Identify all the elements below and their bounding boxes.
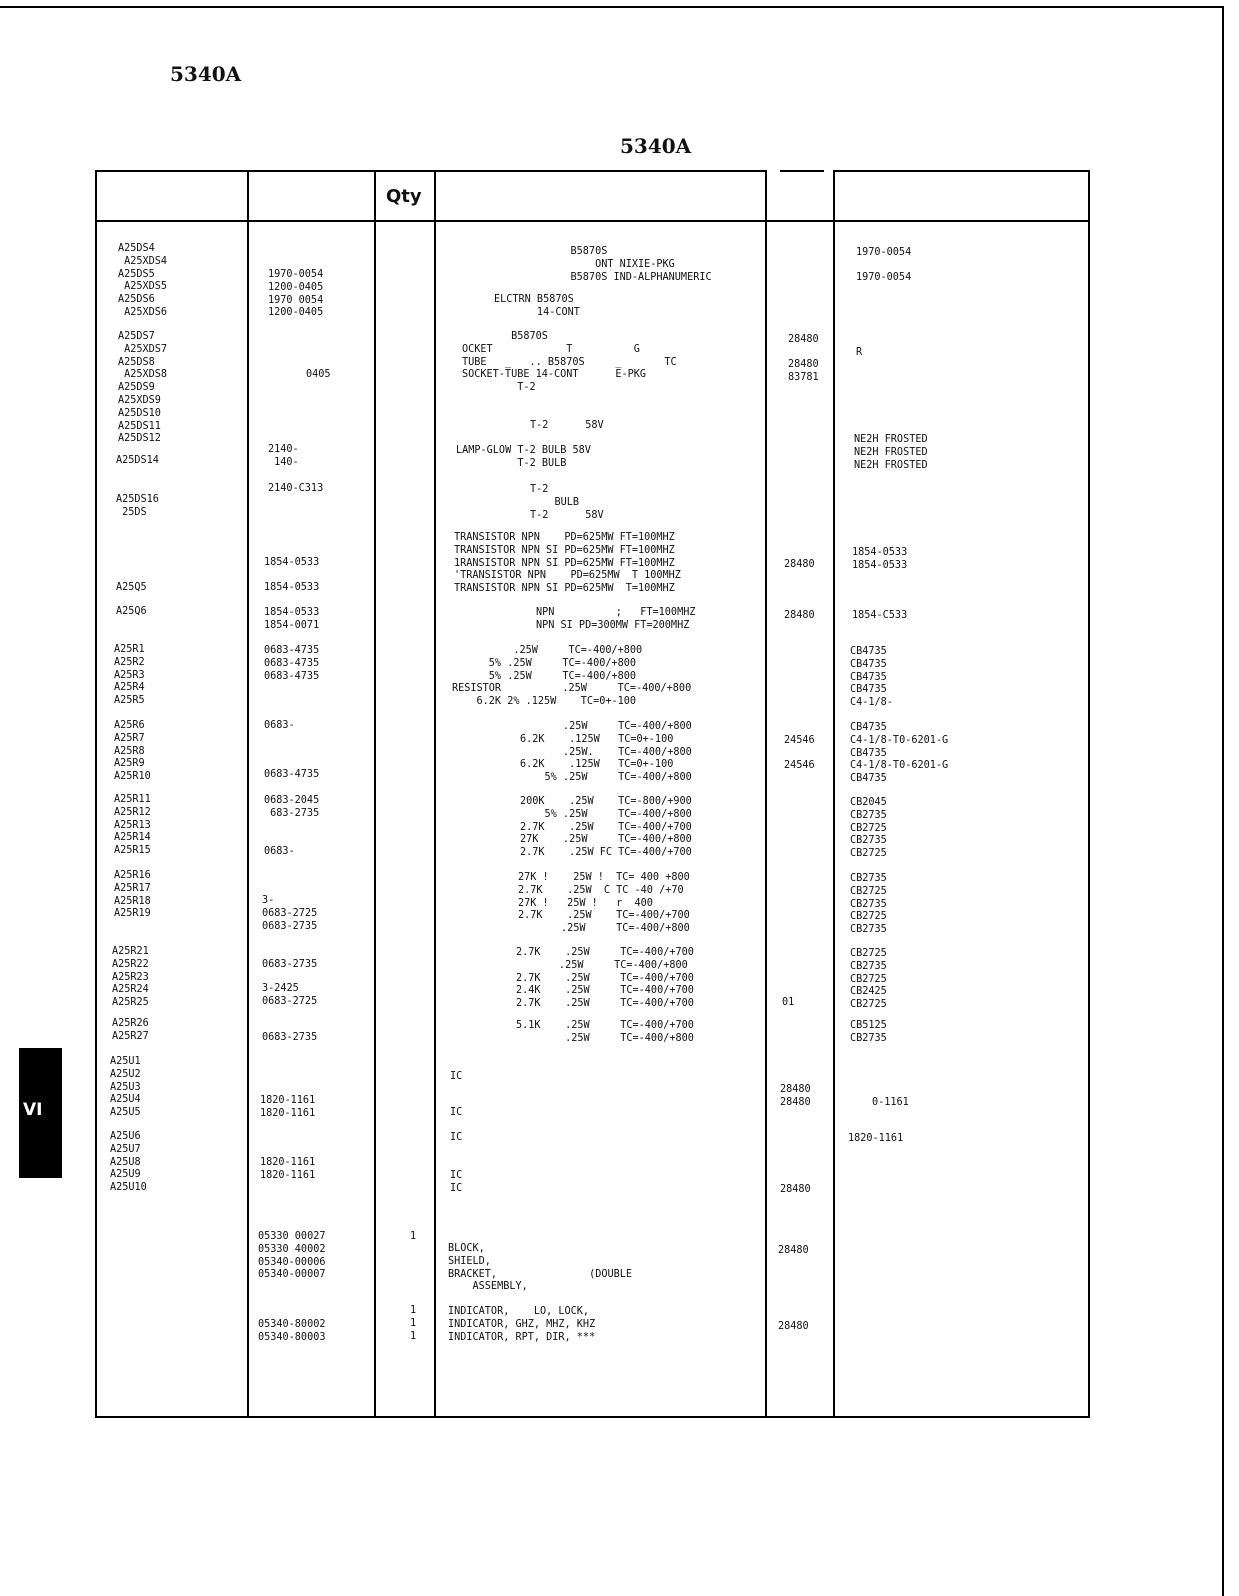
part-number-group: 0683-2735: [262, 1032, 318, 1043]
table-bottom-rule: [96, 1416, 1090, 1418]
ref-group: A25DS16 25DS: [116, 494, 159, 518]
ref-group: A25R16 A25R17 A25R18 A25R19: [114, 870, 151, 920]
description-group: BLOCK, SHIELD, BRACKET, (DOUBLE ASSEMBLY,: [448, 1243, 633, 1293]
mfr-code: 28480: [788, 334, 819, 345]
mfr-part-number: CB2735 CB2725 CB2735 CB2725 CB2735: [850, 873, 887, 936]
ref-group: A25R11 A25R12 A25R13 A25R14 A25R15: [114, 794, 151, 857]
ref-group: A25Q5: [116, 582, 147, 593]
mfr-part-number: NE2H FROSTED NE2H FROSTED NE2H FROSTED: [854, 434, 928, 471]
description-group: IC IC: [450, 1170, 463, 1194]
ref-group: A25R1 A25R2 A25R3 A25R4 A25R5: [114, 644, 145, 707]
col-divider-ref: [247, 170, 249, 1418]
qty-column-header: Qty: [386, 186, 422, 207]
part-number-group: 0683-2735: [262, 959, 318, 970]
part-number-group: 1820-1161 1820-1161: [260, 1095, 316, 1119]
mfr-code: 28480: [778, 1245, 809, 1256]
description-group: 200K .25W TC=-800/+900 5% .25W TC=-400/+800 2.7K .25W TC=-400/+700 27K .25W TC=-400/+800 2.7K .25W FC TC=-400/+700: [520, 796, 692, 859]
mfr-code: 28480: [778, 1321, 809, 1332]
description-group: .25W TC=-400/+800 6.2K .125W TC=0+-100 .25W. TC=-400/+800 6.2K .125W TC=0+-100 5% .25W TC=-400/+800: [520, 721, 692, 784]
mfr-part-number: 1820-1161: [848, 1133, 904, 1144]
description-group: .25W TC=-400/+800 5% .25W TC=-400/+800 5% .25W TC=-400/+800 RESISTOR .25W TC=-400/+800 6.2K 2% .125W TC=0+-100: [452, 645, 692, 708]
description-group: 2.7K .25W TC=-400/+700 .25W TC=-400/+800 2.7K .25W TC=-400/+700 2.4K .25W TC=-400/+700 2.7K .25W TC=-400/+700: [516, 947, 694, 1010]
description-group: ELCTRN B5870S 14-CONT: [494, 294, 580, 318]
table-top-rule-right: [834, 170, 1090, 172]
description-group: NPN ; FT=100MHZ NPN SI PD=300MW FT=200MHZ: [536, 607, 696, 631]
description-group: INDICATOR, LO, LOCK, INDICATOR, GHZ, MHZ, KHZ INDICATOR, RPT, DIR, ***: [448, 1306, 596, 1343]
mfr-code: 28480: [784, 610, 815, 621]
part-number-group: 0683-2045 683-2735: [264, 795, 320, 819]
mfr-part-number: CB4735 CB4735 CB4735 CB4735 C4-1/8-: [850, 646, 893, 709]
part-number-group: 0405: [306, 369, 331, 380]
table-right-border: [1088, 170, 1090, 1418]
qty-value: 1 1 1: [410, 1305, 417, 1342]
part-number-group: 0683-4735 0683-4735 0683-4735: [264, 645, 320, 682]
part-number-group: 0683-: [264, 720, 295, 731]
mfr-code: 24546: [784, 735, 815, 746]
part-number-group: 05340-80002 05340-80003: [258, 1319, 326, 1343]
mfr-code: 01: [782, 997, 795, 1008]
ref-group: A25R21 A25R22 A25R23 A25R24 A25R25: [112, 946, 149, 1009]
table-title-model: 5340A: [620, 134, 692, 158]
mfr-part-number: CB2045 CB2735 CB2725 CB2735 CB2725: [850, 797, 887, 860]
col-divider-qty: [434, 170, 436, 1418]
table-top-rule: [96, 170, 766, 172]
part-number-group: 05330 00027 05330 40002 05340-00006 05340-00007: [258, 1231, 326, 1281]
ref-group: A25DS14: [116, 455, 159, 466]
qty-value: 1: [410, 1231, 417, 1242]
part-number-group: 3-2425 0683-2725: [262, 983, 318, 1007]
part-number-group: 2140-C313: [268, 483, 324, 494]
ref-group: A25U6 A25U7 A25U8 A25U9 A25U10: [110, 1131, 147, 1194]
section-tab-label: VI: [23, 1100, 43, 1120]
description-group: T-2 58V: [530, 420, 604, 431]
part-number-group: 0683-4735: [264, 769, 320, 780]
part-number-group: 1970-0054 1200-0405 1970 0054 1200-0405: [268, 269, 324, 319]
ref-group: A25R26 A25R27: [112, 1018, 149, 1042]
part-number-group: 1854-0533 1854-0071: [264, 607, 320, 631]
ref-group: A25R6 A25R7 A25R8 A25R9 A25R10: [114, 720, 151, 783]
mfr-part-number: R: [856, 347, 863, 358]
mfr-part-number: 0-1161: [872, 1097, 909, 1108]
mfr-part-number: 1854-C533: [852, 610, 908, 621]
table-top-rule-short: [780, 170, 824, 172]
page-border-top: [0, 6, 1224, 8]
part-number-group: 0683-: [264, 846, 295, 857]
table-left-border: [95, 170, 97, 1418]
part-number-group: 3- 0683-2725 0683-2735: [262, 895, 318, 932]
mfr-part-number: 1970-0054: [856, 247, 912, 258]
mfr-part-number: 1970-0054: [856, 272, 912, 283]
description-group: IC: [450, 1132, 463, 1143]
description-group: B5870S OCKET T G TUBE _ .. B5870S _ TC SOCKET-TUBE 14-CONT E-PKG T-2: [462, 331, 677, 394]
description-group: B5870S ONT NIXIE-PKG B5870S IND-ALPHANUMERIC: [570, 246, 712, 283]
description-group: TRANSISTOR NPN PD=625MW FT=100MHZ TRANSISTOR NPN SI PD=625MW FT=100MHZ 1RANSISTOR NPN SI PD=625MW FT=100MHZ 'TRANSISTOR NPN PD=625MW T 100MHZ TRANSISTOR NPN SI PD=625MW T=100MHZ: [454, 532, 681, 595]
ref-group: A25U1 A25U2 A25U3 A25U4 A25U5: [110, 1056, 141, 1119]
ref-group: A25DS4 A25XDS4 A25DS5 A25XDS5 A25DS6 A25XDS6: [118, 243, 168, 318]
section-tab: [19, 1048, 62, 1178]
mfr-part-number: CB4735 C4-1/8-T0-6201-G CB4735 C4-1/8-T0-6201-G CB4735: [850, 722, 949, 785]
description-group: 27K ! 25W ! TC= 400 +800 2.7K .25W C TC -40 /+70 27K ! 25W ! r 400 2.7K .25W TC=-400/+700 .25W TC=-400/+800: [518, 872, 690, 935]
mfr-part-number: CB2725 CB2735 CB2725 CB2425 CB2725: [850, 948, 887, 1011]
mfr-code: 28480 28480: [780, 1084, 811, 1108]
ref-group: A25DS7 A25XDS7 A25DS8 A25XDS8 A25DS9 A25XDS9 A25DS10 A25DS11 A25DS12: [118, 331, 168, 445]
col-divider-desc: [765, 170, 767, 1418]
mfr-code: 28480: [780, 1184, 811, 1195]
page-header-model: 5340A: [170, 62, 242, 86]
col-divider-part: [374, 170, 376, 1418]
mfr-code: 28480 83781: [788, 359, 819, 383]
col-divider-code: [833, 170, 835, 1418]
mfr-part-number: 1854-0533 1854-0533: [852, 547, 908, 571]
description-group: IC: [450, 1071, 463, 1082]
part-number-group: 1820-1161 1820-1161: [260, 1157, 316, 1181]
part-number-group: 1854-0533: [264, 582, 320, 593]
part-number-group: 2140- 140-: [268, 444, 299, 468]
mfr-code: 28480: [784, 559, 815, 570]
description-group: IC: [450, 1107, 463, 1118]
mfr-code: 24546: [784, 760, 815, 771]
table-header-rule: [96, 220, 1090, 222]
mfr-part-number: CB5125 CB2735: [850, 1020, 887, 1044]
ref-group: A25Q6: [116, 606, 147, 617]
description-group: T-2 BULB T-2 58V: [530, 484, 604, 521]
part-number-group: 1854-0533: [264, 557, 320, 568]
page-border-right: [1222, 6, 1224, 1596]
description-group: 5.1K .25W TC=-400/+700 .25W TC=-400/+800: [516, 1020, 694, 1044]
description-group: LAMP-GLOW T-2 BULB 58V T-2 BULB: [456, 445, 591, 469]
